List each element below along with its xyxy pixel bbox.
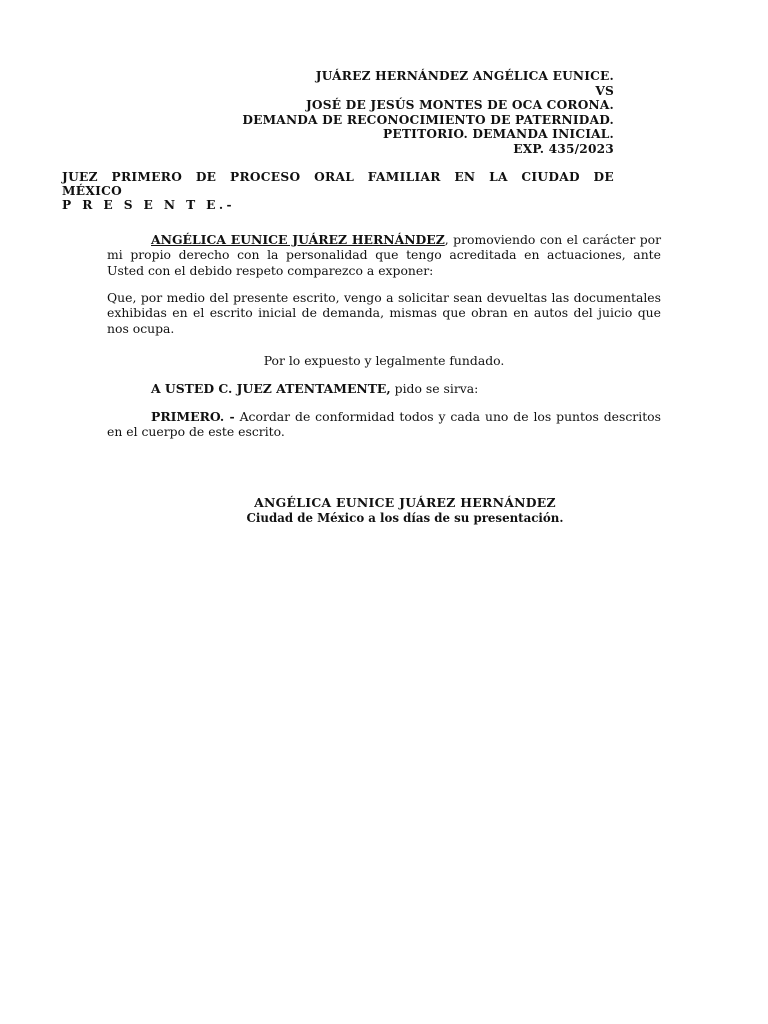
case-defendant: JOSÉ DE JESÚS MONTES DE OCA CORONA. xyxy=(305,98,614,113)
case-header xyxy=(150,69,614,157)
paragraph-first-point xyxy=(107,409,661,440)
case-file-number: EXP. 435/2023 xyxy=(513,141,614,156)
addressee-line-2: MÉXICO xyxy=(62,184,123,198)
first-point-label: PRIMERO. - xyxy=(151,409,235,424)
presente-line: P R E S E N T E.- xyxy=(62,198,235,212)
signature-name: ANGÉLICA EUNICE JUÁREZ HERNÁNDEZ xyxy=(254,495,556,510)
closing-text: Por lo expuesto y legalmente fundado. xyxy=(263,353,505,368)
case-petition: PETITORIO. DEMANDA INICIAL. xyxy=(383,127,614,142)
paragraph-request xyxy=(107,290,661,336)
petition-intro-bold: A USTED C. JUEZ ATENTAMENTE, xyxy=(151,381,391,396)
paragraph-closing xyxy=(107,353,661,368)
addressee-line-1: JUEZ PRIMERO DE PROCESO ORAL FAMILIAR EN LA CIUDAD DE xyxy=(62,170,614,184)
first-point-text: Acordar de conformidad todos y cada uno de los puntos descritos en el cuerpo de este escrito. xyxy=(107,409,661,440)
addressee-block xyxy=(62,170,614,212)
case-plaintiff: JUÁREZ HERNÁNDEZ ANGÉLICA EUNICE. xyxy=(315,69,614,83)
paragraph-introduction xyxy=(107,232,661,278)
case-versus: VS xyxy=(595,83,614,98)
petition-intro-text: pido se sirva: xyxy=(390,381,479,396)
case-type: DEMANDA DE RECONOCIMIENTO DE PATERNIDAD. xyxy=(242,112,614,127)
introduction-text: , promoviendo con el carácter por mi propio derecho con la personalidad que tengo acreditada en actuaciones, ante Usted con el debido respeto comparezco a exponer: xyxy=(107,232,662,278)
promovente-name: ANGÉLICA EUNICE JUÁREZ HERNÁNDEZ xyxy=(151,232,445,247)
paragraph-petition-intro xyxy=(107,381,661,396)
signature-place-date: Ciudad de México a los días de su presentación. xyxy=(246,511,564,525)
request-text: Que, por medio del presente escrito, vengo a solicitar sean devueltas las documentales exhibidas en el escrito inicial de demanda, mismas que obran en autos del juicio que nos ocupa. xyxy=(107,290,661,336)
